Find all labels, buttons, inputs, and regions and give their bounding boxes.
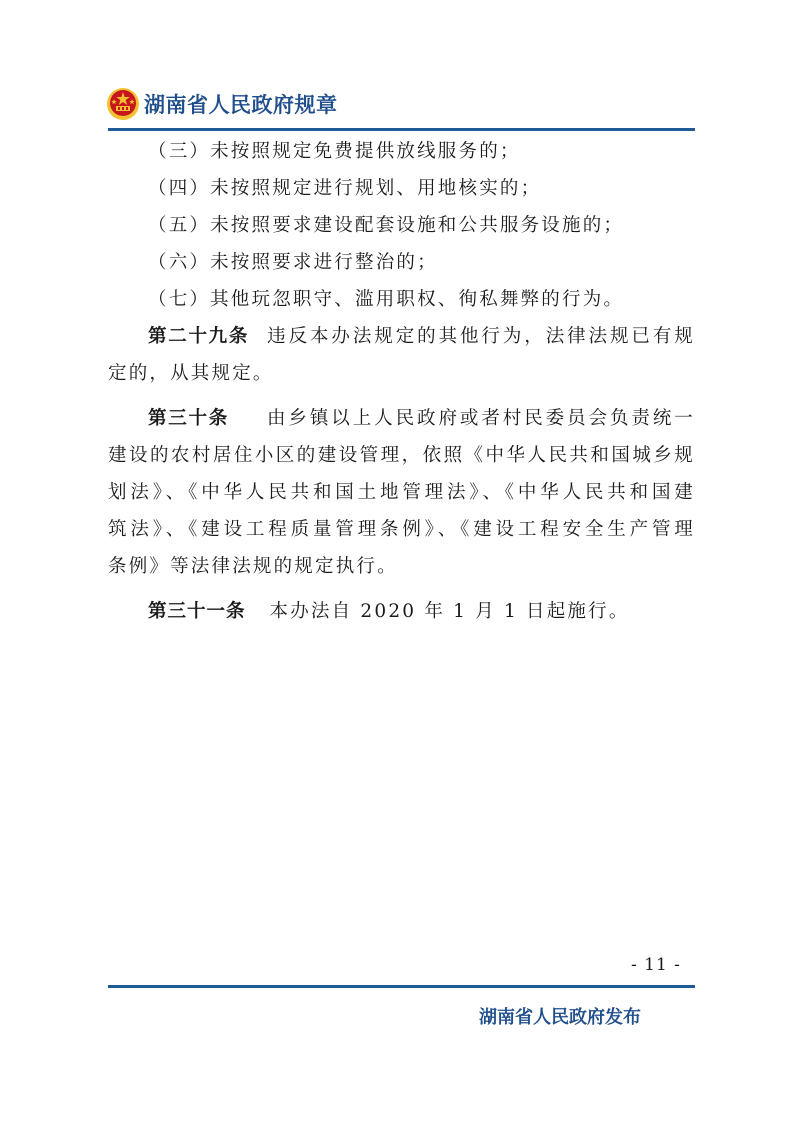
header-divider bbox=[108, 128, 695, 131]
article-text: 建设的农村居住小区的建设管理，依照《中华人民共和国城乡规 bbox=[108, 445, 695, 466]
article-text: 由乡镇以上人民政府或者村民委员会负责统一 bbox=[266, 408, 695, 429]
header-title: 湖南省人民政府规章 bbox=[144, 93, 338, 117]
article-number: 第二十九条 bbox=[148, 326, 250, 347]
list-item: （七）其他玩忽职守、滥用职权、徇私舞弊的行为。 bbox=[148, 289, 625, 310]
article-text: 划法》、《中华人民共和国土地管理法》、《中华人民共和国建 bbox=[108, 482, 695, 503]
article-31 bbox=[108, 593, 695, 630]
page-number: - 11 - bbox=[631, 955, 681, 975]
list-item: （五）未按照要求建设配套设施和公共服务设施的； bbox=[148, 215, 625, 236]
footer-divider bbox=[108, 985, 695, 988]
article-text: 本办法自 2020 年 1 月 1 日起施行。 bbox=[269, 601, 630, 622]
article-text: 筑法》、《建设工程质量管理条例》、《建设工程安全生产管理 bbox=[108, 519, 695, 540]
list-item: （六）未按照要求进行整治的； bbox=[148, 252, 438, 273]
document-body bbox=[108, 133, 695, 630]
list-item: （四）未按照规定进行规划、用地核实的； bbox=[148, 178, 542, 199]
article-text: 定的，从其规定。 bbox=[108, 363, 274, 384]
article-number: 第三十条 bbox=[148, 408, 229, 429]
national-emblem-icon bbox=[106, 87, 140, 121]
article-text: 条例》等法律法规的规定执行。 bbox=[108, 556, 398, 577]
article-number: 第三十一条 bbox=[148, 601, 246, 622]
list-item: （三）未按照规定免费提供放线服务的； bbox=[148, 141, 521, 162]
article-29 bbox=[108, 318, 695, 392]
article-30 bbox=[108, 400, 695, 585]
footer-publisher: 湖南省人民政府发布 bbox=[479, 1007, 641, 1028]
document-header bbox=[106, 84, 338, 124]
article-text: 违反本办法规定的其他行为，法律法规已有规 bbox=[267, 326, 695, 347]
